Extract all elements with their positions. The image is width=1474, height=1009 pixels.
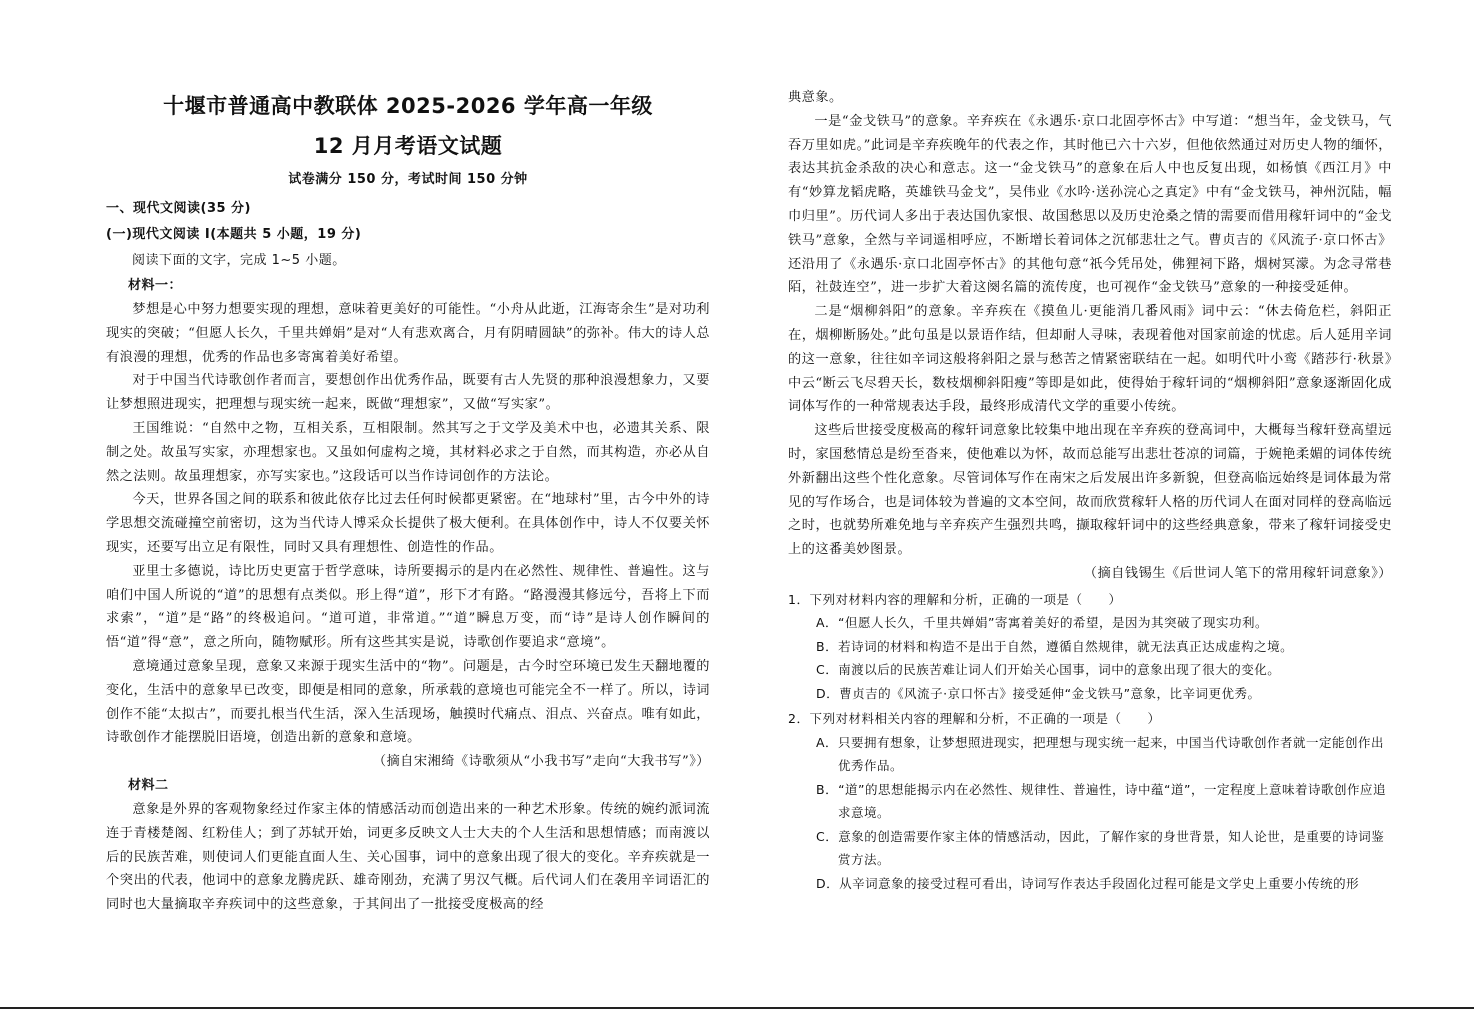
question-2 — [788, 707, 1392, 895]
material1-title: 材料一： — [128, 278, 183, 293]
right-column — [788, 86, 1392, 895]
exam-title-line2: 12 月月考语文试题 — [313, 134, 503, 158]
question-option: D．曹贞吉的《风流子·京口怀古》接受延伸“金戈铁马”意象，比辛词更优秀。 — [816, 685, 1261, 701]
material2-paragraph: 意象是外界的客观物象经过作家主体的情感活动而创造出来的一种艺术形象。传统的婉约派词流连于青楼楚阁、红粉佳人；到了苏轼开始，词更多反映文人士大夫的个人生活和思想情感；而南渡以后的民族苦难，则使词人们更能直面人生、关心国事，词中的意象出现了很大的变化。辛弃疾就是一个突出的代表，他词中的意象龙腾虎跃、雄奇刚劲，充满了男汉气概。后代词人们在袭用辛词语汇的同时也大量摘取辛弃疾词中的这些意象，于其间出了一批接受度极高的经 — [106, 801, 710, 913]
material1-paragraph: 梦想是心中努力想要实现的理想，意味着更美好的可能性。“小舟从此逝，江海寄余生”是对功利现实的突破；“但愿人长久，千里共婵娟”是对“人有悲欢离合，月有阴晴圆缺”的弥补。伟大的诗人总有浪漫的理想，优秀的作品也多寄寓着美好希望。 — [106, 302, 710, 365]
question-option: A．“但愿人长久，千里共婵娟”寄寓着美好的希望，是因为其突破了现实功利。 — [816, 615, 1269, 631]
section-subheading: (一)现代文阅读 I(本题共 5 小题，19 分) — [106, 227, 362, 242]
material2-paragraph: 一是“金戈铁马”的意象。辛弃疾在《永遇乐·京口北固亭怀古》中写道：“想当年，金戈铁马，气吞万里如虎。”此词是辛弃疾晚年的代表之作，其时他已六十六岁，但他依然通过对历史人物的缅怀，表达其抗金杀敌的决心和意志。这一“金戈铁马”的意象在后人中也反复出现，如杨慎《西江月》中有“妙算龙韬虎略，英雄铁马金戈”，吴伟业《水吟·送孙浣心之真定》中有“金戈铁马，神州沉陆，幅巾归里”。历代词人多出于表达国仇家恨、故国愁思以及历史沧桑之情的需要而借用稼轩词中的“金戈铁马”意象，全然与辛词遥相呼应，不断增长着词体之沉郁悲壮之气。曹贞吉的《风流子·京口怀古》还沿用了《永遇乐·京口北固亭怀古》的其他句意“祇今凭吊处，佛狸祠下路，烟树冥濛。为念寻常巷陌，社鼓连空”，进一步扩大着这阕名篇的流传度，也可视作“金戈铁马”意象的一种接受延伸。 — [788, 113, 1392, 296]
exam-title-line1: 十堰市普通高中教联体 2025-2026 学年高一年级 — [163, 94, 653, 118]
section-heading: 一、现代文阅读(35 分) — [106, 201, 251, 216]
left-column — [106, 86, 710, 917]
question-option: B．“道”的思想能揭示内在必然性、规律性、普遍性，诗中蕴“道”，一定程度上意味着诗歌创作应追求意境。 — [816, 781, 1386, 821]
material1-paragraph: 亚里士多德说，诗比历史更富于哲学意味，诗所要揭示的是内在必然性、规律性、普遍性。这与咱们中国人所说的“道”的思想有点类似。形上得“道”，形下才有路。“路漫漫其修远兮，吾将上下而求索”，“道”是“路”的终极追问。“道可道，非常道。”“道”瞬息万变，而“诗”是诗人创作瞬间的悟“道”得“意”，意之所向，随物赋形。所有这些其实是说，诗歌创作要追求“意境”。 — [106, 563, 710, 651]
question-option: D．从辛词意象的接受过程可看出，诗词写作表达手段固化过程可能是文学史上重要小传统的形 — [816, 875, 1360, 891]
question-option: C．南渡以后的民族苦难让词人们开始关心国事，词中的意象出现了很大的变化。 — [816, 662, 1281, 678]
question-option: B．若诗词的材料和构造不是出于自然，遵循自然规律，就无法真正达成虚构之境。 — [816, 638, 1294, 654]
question-1 — [788, 588, 1392, 706]
material1-paragraph: 今天，世界各国之间的联系和彼此依存比过去任何时候都更紧密。在“地球村”里，古今中外的诗学思想交流碰撞空前密切，这为当代诗人博采众长提供了极大便利。在具体创作中，诗人不仅要关怀现实，还要写出立足有限性，同时又具有理想性、创造性的作品。 — [106, 492, 710, 555]
material1-paragraph: 意境通过意象呈现，意象又来源于现实生活中的“物”。问题是，古今时空环境已发生天翻地覆的变化，生活中的意象早已改变，即便是相同的意象，所承载的意境也可能完全不一样了。所以，诗词创作不能“太拟古”，而要扎根当代生活，深入生活现场，触摸时代痛点、泪点、兴奋点。唯有如此，诗歌创作才能摆脱旧语境，创造出新的意象和意境。 — [106, 658, 710, 746]
material1-paragraph: 对于中国当代诗歌创作者而言，要想创作出优秀作品，既要有古人先贤的那种浪漫想象力，又要让梦想照进现实，把理想与现实统一起来，既做“理想家”，又做“写实家”。 — [106, 373, 710, 413]
material2-continuation: 典意象。 — [788, 90, 843, 105]
question-stem: 1．下列对材料内容的理解和分析，正确的一项是（ ） — [788, 591, 1122, 607]
question-option: A．只要拥有想象，让梦想照进现实，把理想与现实统一起来，中国当代诗歌创作者就一定能创作出优秀作品。 — [816, 734, 1385, 774]
material2-paragraph: 二是“烟柳斜阳”的意象。辛弃疾在《摸鱼儿·更能消几番风雨》词中云：“休去倚危栏，斜阳正在，烟柳断肠处。”此句虽是以景语作结，但却耐人寻味，表现着他对国家前途的忧虑。后人延用辛词的这一意象，往往如辛词这般将斜阳之景与愁苦之情紧密联结在一起。如明代叶小鸾《踏莎行·秋景》中云“断云飞尽碧天长，数枝烟柳斜阳瘦”等即是如此，使得始于稼轩词的“烟柳斜阳”意象逐渐固化成词体写作的一种常规表达手段，最终形成清代文学的重要小传统。 — [788, 304, 1392, 415]
material2-paragraph: 这些后世接受度极高的稼轩词意象比较集中地出现在辛弃疾的登高词中，大概每当稼轩登高望远时，家国愁情总是纷至沓来，使他难以为怀，故而总能写出悲壮苍凉的词篇，于婉艳柔媚的词体传统外新翻出这些个性化意象。尽管词体写作在南宋之后发展出许多新貌，但登高临远始终是词体最为常见的写作场合，也是词体较为普遍的文本空间，故而欣赏稼轩人格的历代词人在面对同样的登高临远之时，也就势所难免地与辛弃疾产生强烈共鸣，撷取稼轩词中的这些经典意象，带来了稼轩词接受史上的这番美妙图景。 — [788, 423, 1392, 558]
material2-source: （摘自钱锡生《后世词人笔下的常用稼轩词意象》） — [1083, 565, 1392, 581]
question-option: C．意象的创造需要作家主体的情感活动，因此，了解作家的身世背景，知人论世，是重要的诗词鉴赏方法。 — [816, 828, 1385, 868]
question-stem: 2．下列对材料相关内容的理解和分析，不正确的一项是（ ） — [788, 711, 1161, 727]
material2-title: 材料二 — [128, 777, 169, 793]
material1-source: （摘自宋湘绮《诗歌须从“小我书写”走向“大我书写”》） — [372, 754, 710, 770]
material1-paragraph: 王国维说：“自然中之物，互相关系，互相限制。然其写之于文学及美术中也，必遗其关系、限制之处。故虽写实家，亦理想家也。又虽如何虚构之境，其材料必求之于自然，而其构造，亦必从自然之法则。故虽理想家，亦写实家也。”这段话可以当作诗词创作的方法论。 — [106, 420, 710, 484]
exam-subtitle: 试卷满分 150 分，考试时间 150 分钟 — [288, 172, 528, 187]
section-instruction: 阅读下面的文字，完成 1~5 小题。 — [132, 253, 346, 268]
